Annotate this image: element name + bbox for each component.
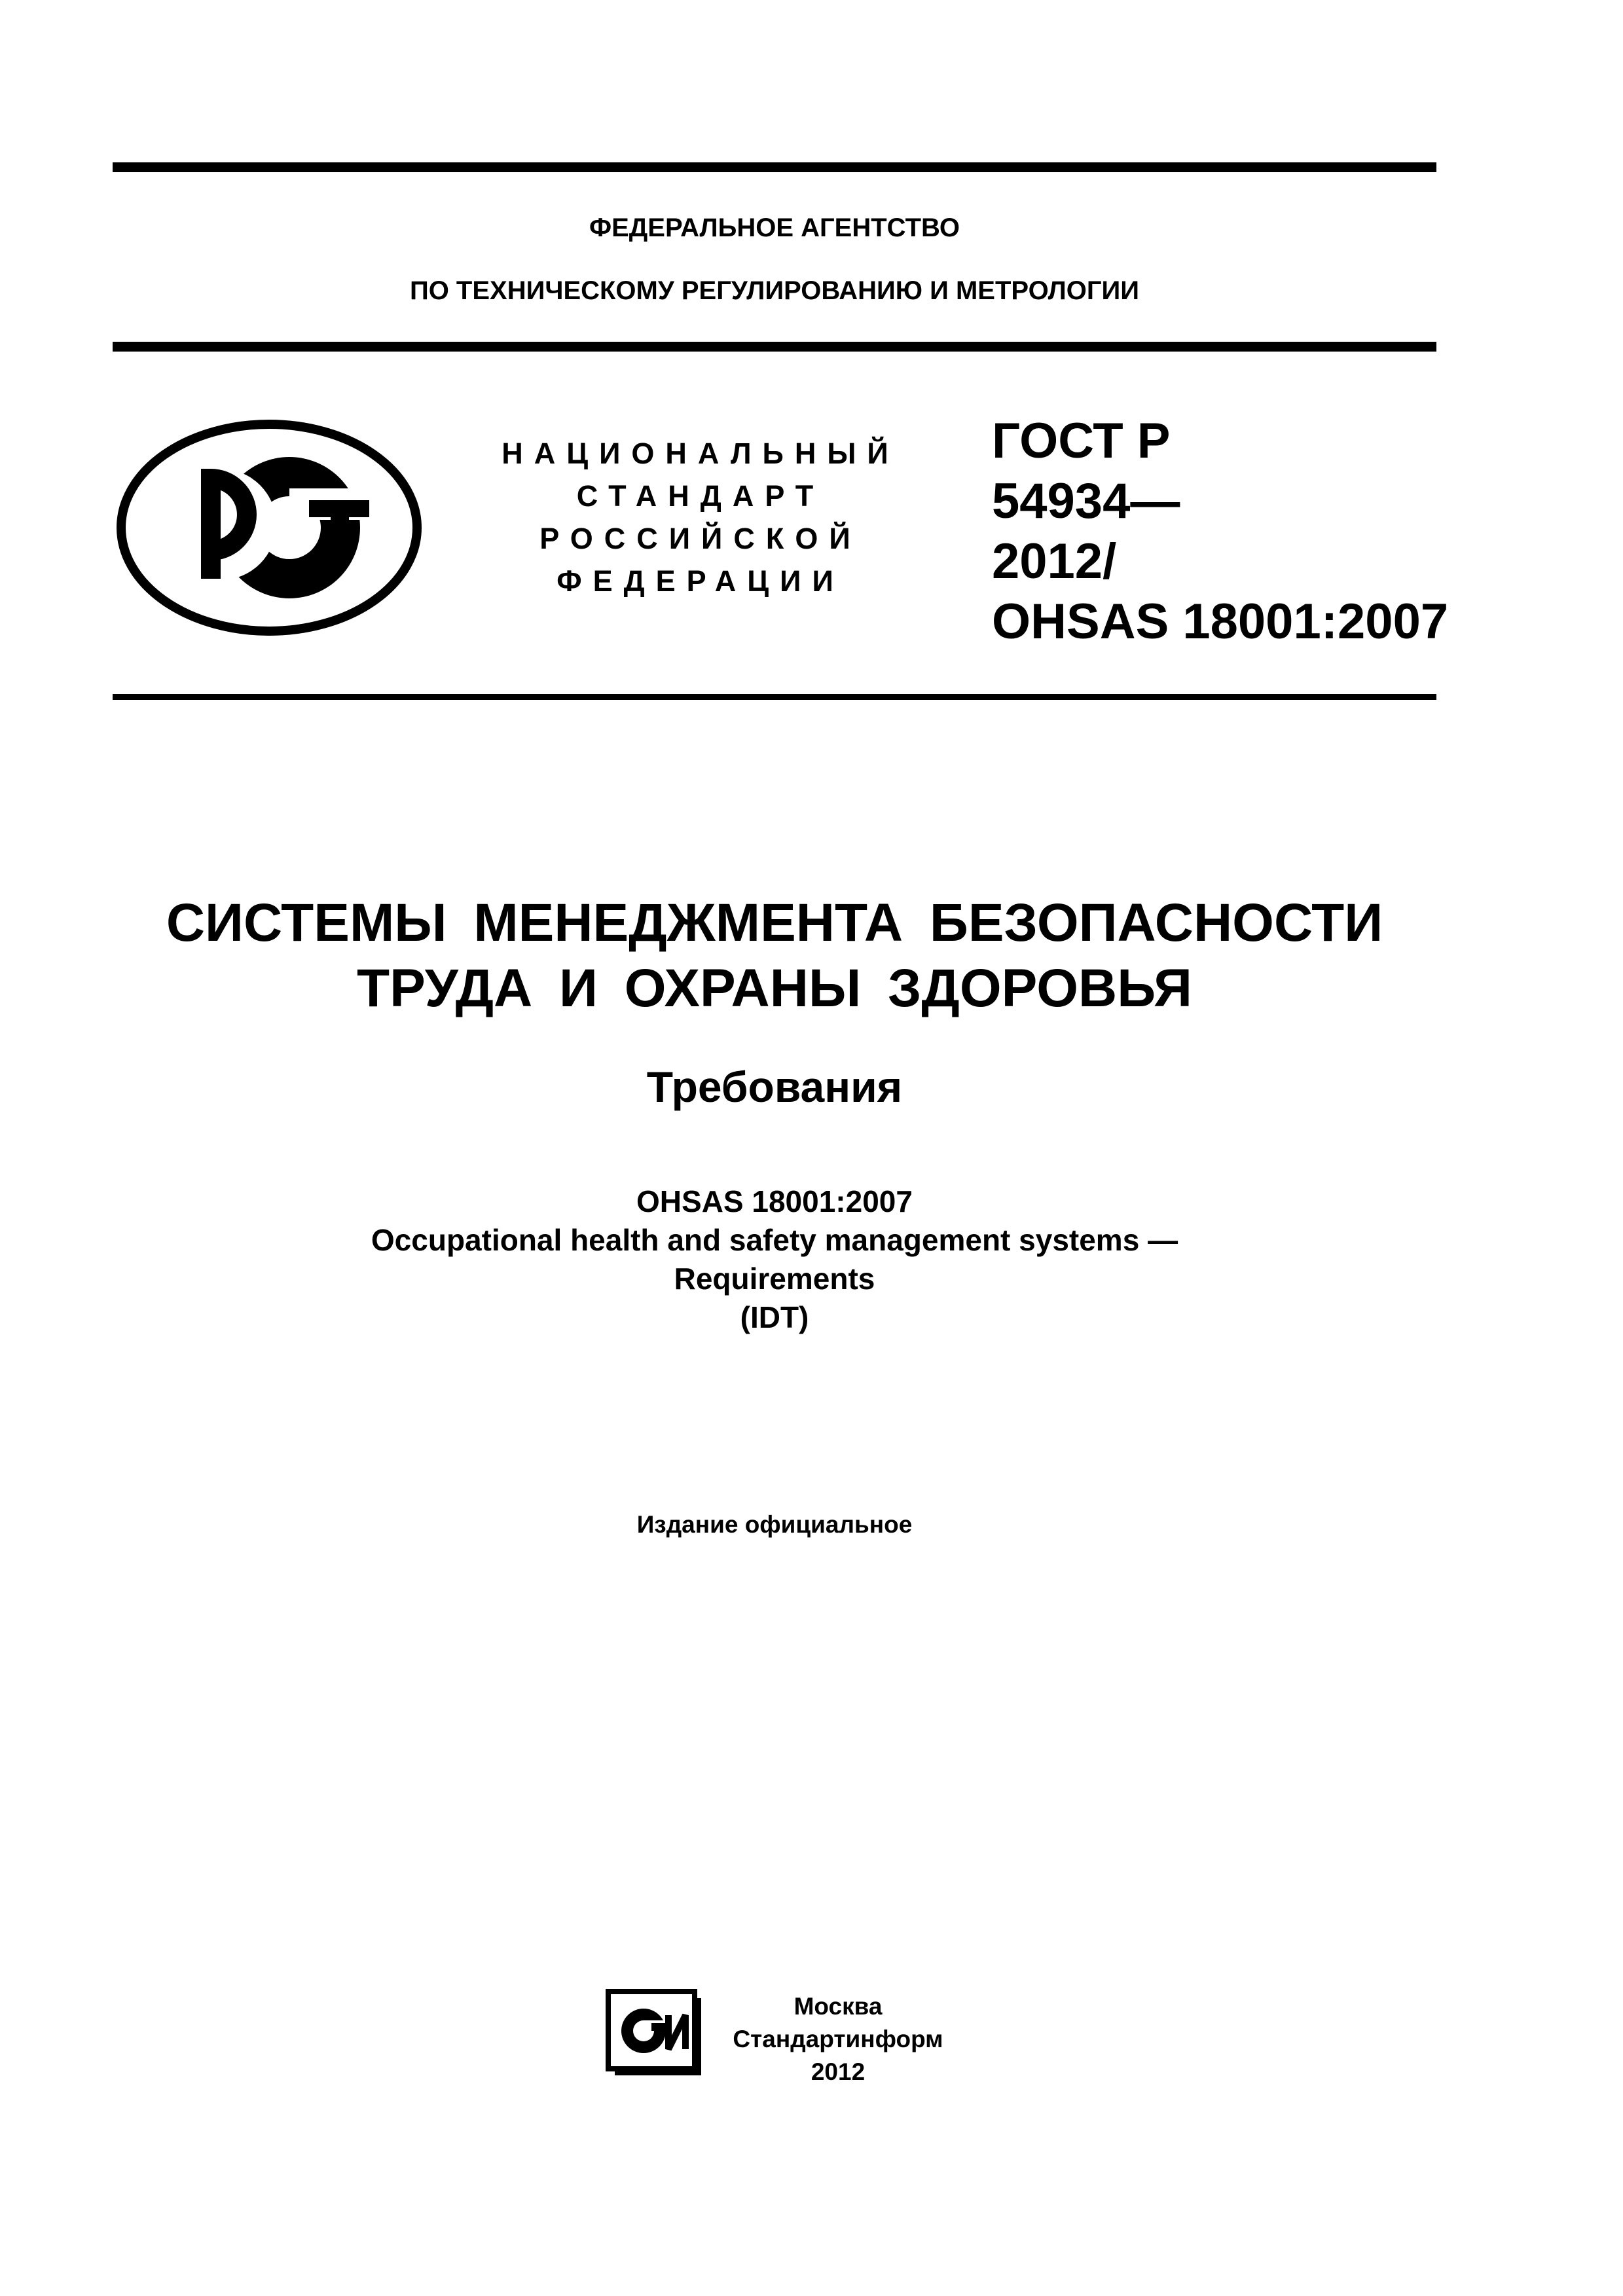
- english-line: Requirements: [674, 1262, 875, 1296]
- english-line: OHSAS 18001:2007: [636, 1184, 913, 1218]
- agency-line-2: ПО ТЕХНИЧЕСКОМУ РЕГУЛИРОВАНИЮ И МЕТРОЛОГИИ: [409, 276, 1140, 305]
- rst-logo-icon: [113, 416, 426, 639]
- imprint-line: 2012: [811, 2058, 866, 2085]
- designation-line: 2012/: [992, 534, 1117, 589]
- document-title: [113, 890, 1436, 1021]
- top-divider: [113, 162, 1436, 172]
- document-subtitle: Требования: [646, 1063, 903, 1111]
- standard-designation: [992, 411, 1449, 652]
- official-edition-label: Издание официальное: [636, 1511, 913, 1538]
- imprint-line: Стандартинформ: [733, 2026, 943, 2052]
- middle-divider: [113, 342, 1436, 352]
- national-line: СТАНДАРТ: [576, 479, 825, 513]
- title-line: ТРУДА И ОХРАНЫ ЗДОРОВЬЯ: [357, 958, 1192, 1018]
- designation-line: OHSAS 18001:2007: [992, 594, 1449, 649]
- agency-line-1: ФЕДЕРАЛЬНОЕ АГЕНТСТВО: [589, 213, 960, 242]
- publisher-imprint: [720, 1990, 956, 2088]
- english-title-block: [113, 1182, 1436, 1337]
- english-line: Occupational health and safety management systems —: [371, 1223, 1178, 1257]
- national-line: ФЕДЕРАЦИИ: [556, 564, 845, 598]
- national-line: РОССИЙСКОЙ: [539, 522, 862, 555]
- designation-line: 54934—: [992, 473, 1180, 529]
- national-line: НАЦИОНАЛЬНЫЙ: [501, 437, 900, 470]
- english-line: (IDT): [740, 1300, 809, 1334]
- designation-line: ГОСТ Р: [992, 413, 1171, 469]
- bottom-divider: [113, 694, 1436, 700]
- title-line: СИСТЕМЫ МЕНЕДЖМЕНТА БЕЗОПАСНОСТИ: [166, 893, 1383, 953]
- imprint-line: Москва: [793, 1993, 883, 2020]
- national-standard-label: [471, 432, 930, 602]
- standartinform-logo-icon: [606, 1989, 708, 2082]
